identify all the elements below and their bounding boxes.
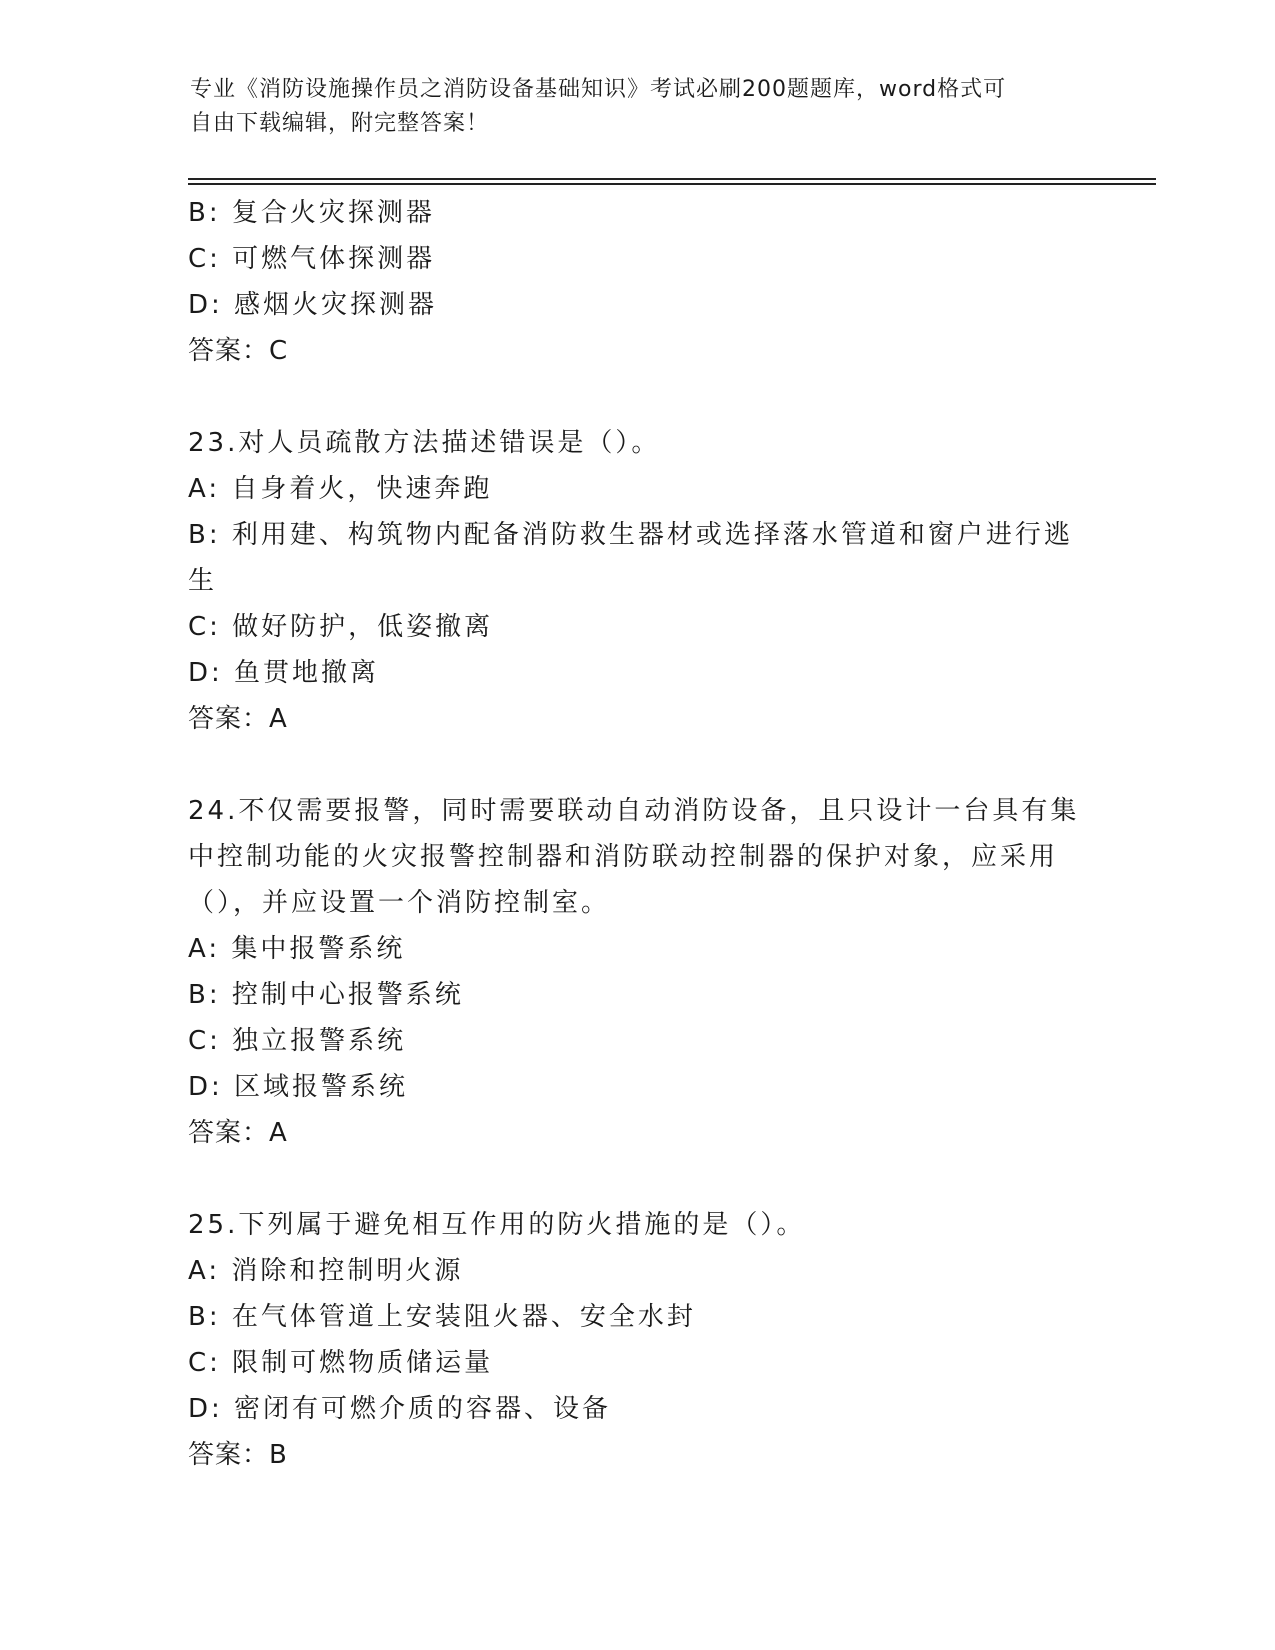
question-text: 23.对人员疏散方法描述错误是（）。 [188, 428, 661, 458]
question-text: 25.下列属于避免相互作用的防火措施的是（）。 [188, 1210, 806, 1240]
question-list [188, 190, 1088, 1478]
answer: 答案：A [188, 1118, 288, 1148]
option-d: D: 鱼贯地撤离 [188, 658, 380, 688]
option-c: C: 可燃气体探测器 [188, 244, 436, 274]
header-line-2: 自由下载编辑，附完整答案！ [190, 111, 490, 136]
answer: 答案：C [188, 336, 289, 366]
option-b: B: 控制中心报警系统 [188, 980, 464, 1010]
option-c: C: 做好防护，低姿撤离 [188, 612, 494, 642]
option-b: B: 在气体管道上安装阻火器、安全水封 [188, 1302, 696, 1332]
header-line-1: 专业《消防设施操作员之消防设备基础知识》考试必刷200题题库，word格式可 [190, 77, 1007, 102]
option-a: A: 自身着火，快速奔跑 [188, 474, 493, 504]
option-d: D: 感烟火灾探测器 [188, 290, 438, 320]
answer: 答案：A [188, 704, 288, 734]
question-22-fragment [188, 190, 1088, 374]
question-25 [188, 1202, 1088, 1478]
option-d: D: 密闭有可燃介质的容器、设备 [188, 1394, 612, 1424]
option-c: C: 独立报警系统 [188, 1026, 407, 1056]
option-c: C: 限制可燃物质储运量 [188, 1348, 494, 1378]
option-a: A: 消除和控制明火源 [188, 1256, 464, 1286]
question-23 [188, 420, 1088, 742]
option-a: A: 集中报警系统 [188, 934, 406, 964]
question-text-line-2: 中控制功能的火灾报警控制器和消防联动控制器的保护对象，应采用 [188, 842, 1059, 872]
header-divider-bottom [188, 183, 1156, 185]
answer: 答案：B [188, 1440, 288, 1470]
option-b-line-2: 生 [188, 566, 218, 596]
option-b: B: 复合火灾探测器 [188, 198, 435, 228]
question-24 [188, 788, 1088, 1156]
option-b-line-1: B: 利用建、构筑物内配备消防救生器材或选择落水管道和窗户进行逃 [188, 520, 1073, 550]
document-header [190, 73, 1090, 141]
header-divider-top [188, 178, 1156, 180]
option-d: D: 区域报警系统 [188, 1072, 409, 1102]
question-text-line-3: （），并应设置一个消防控制室。 [188, 888, 611, 918]
question-text-line-1: 24.不仅需要报警，同时需要联动自动消防设备，且只设计一台具有集 [188, 796, 1080, 826]
